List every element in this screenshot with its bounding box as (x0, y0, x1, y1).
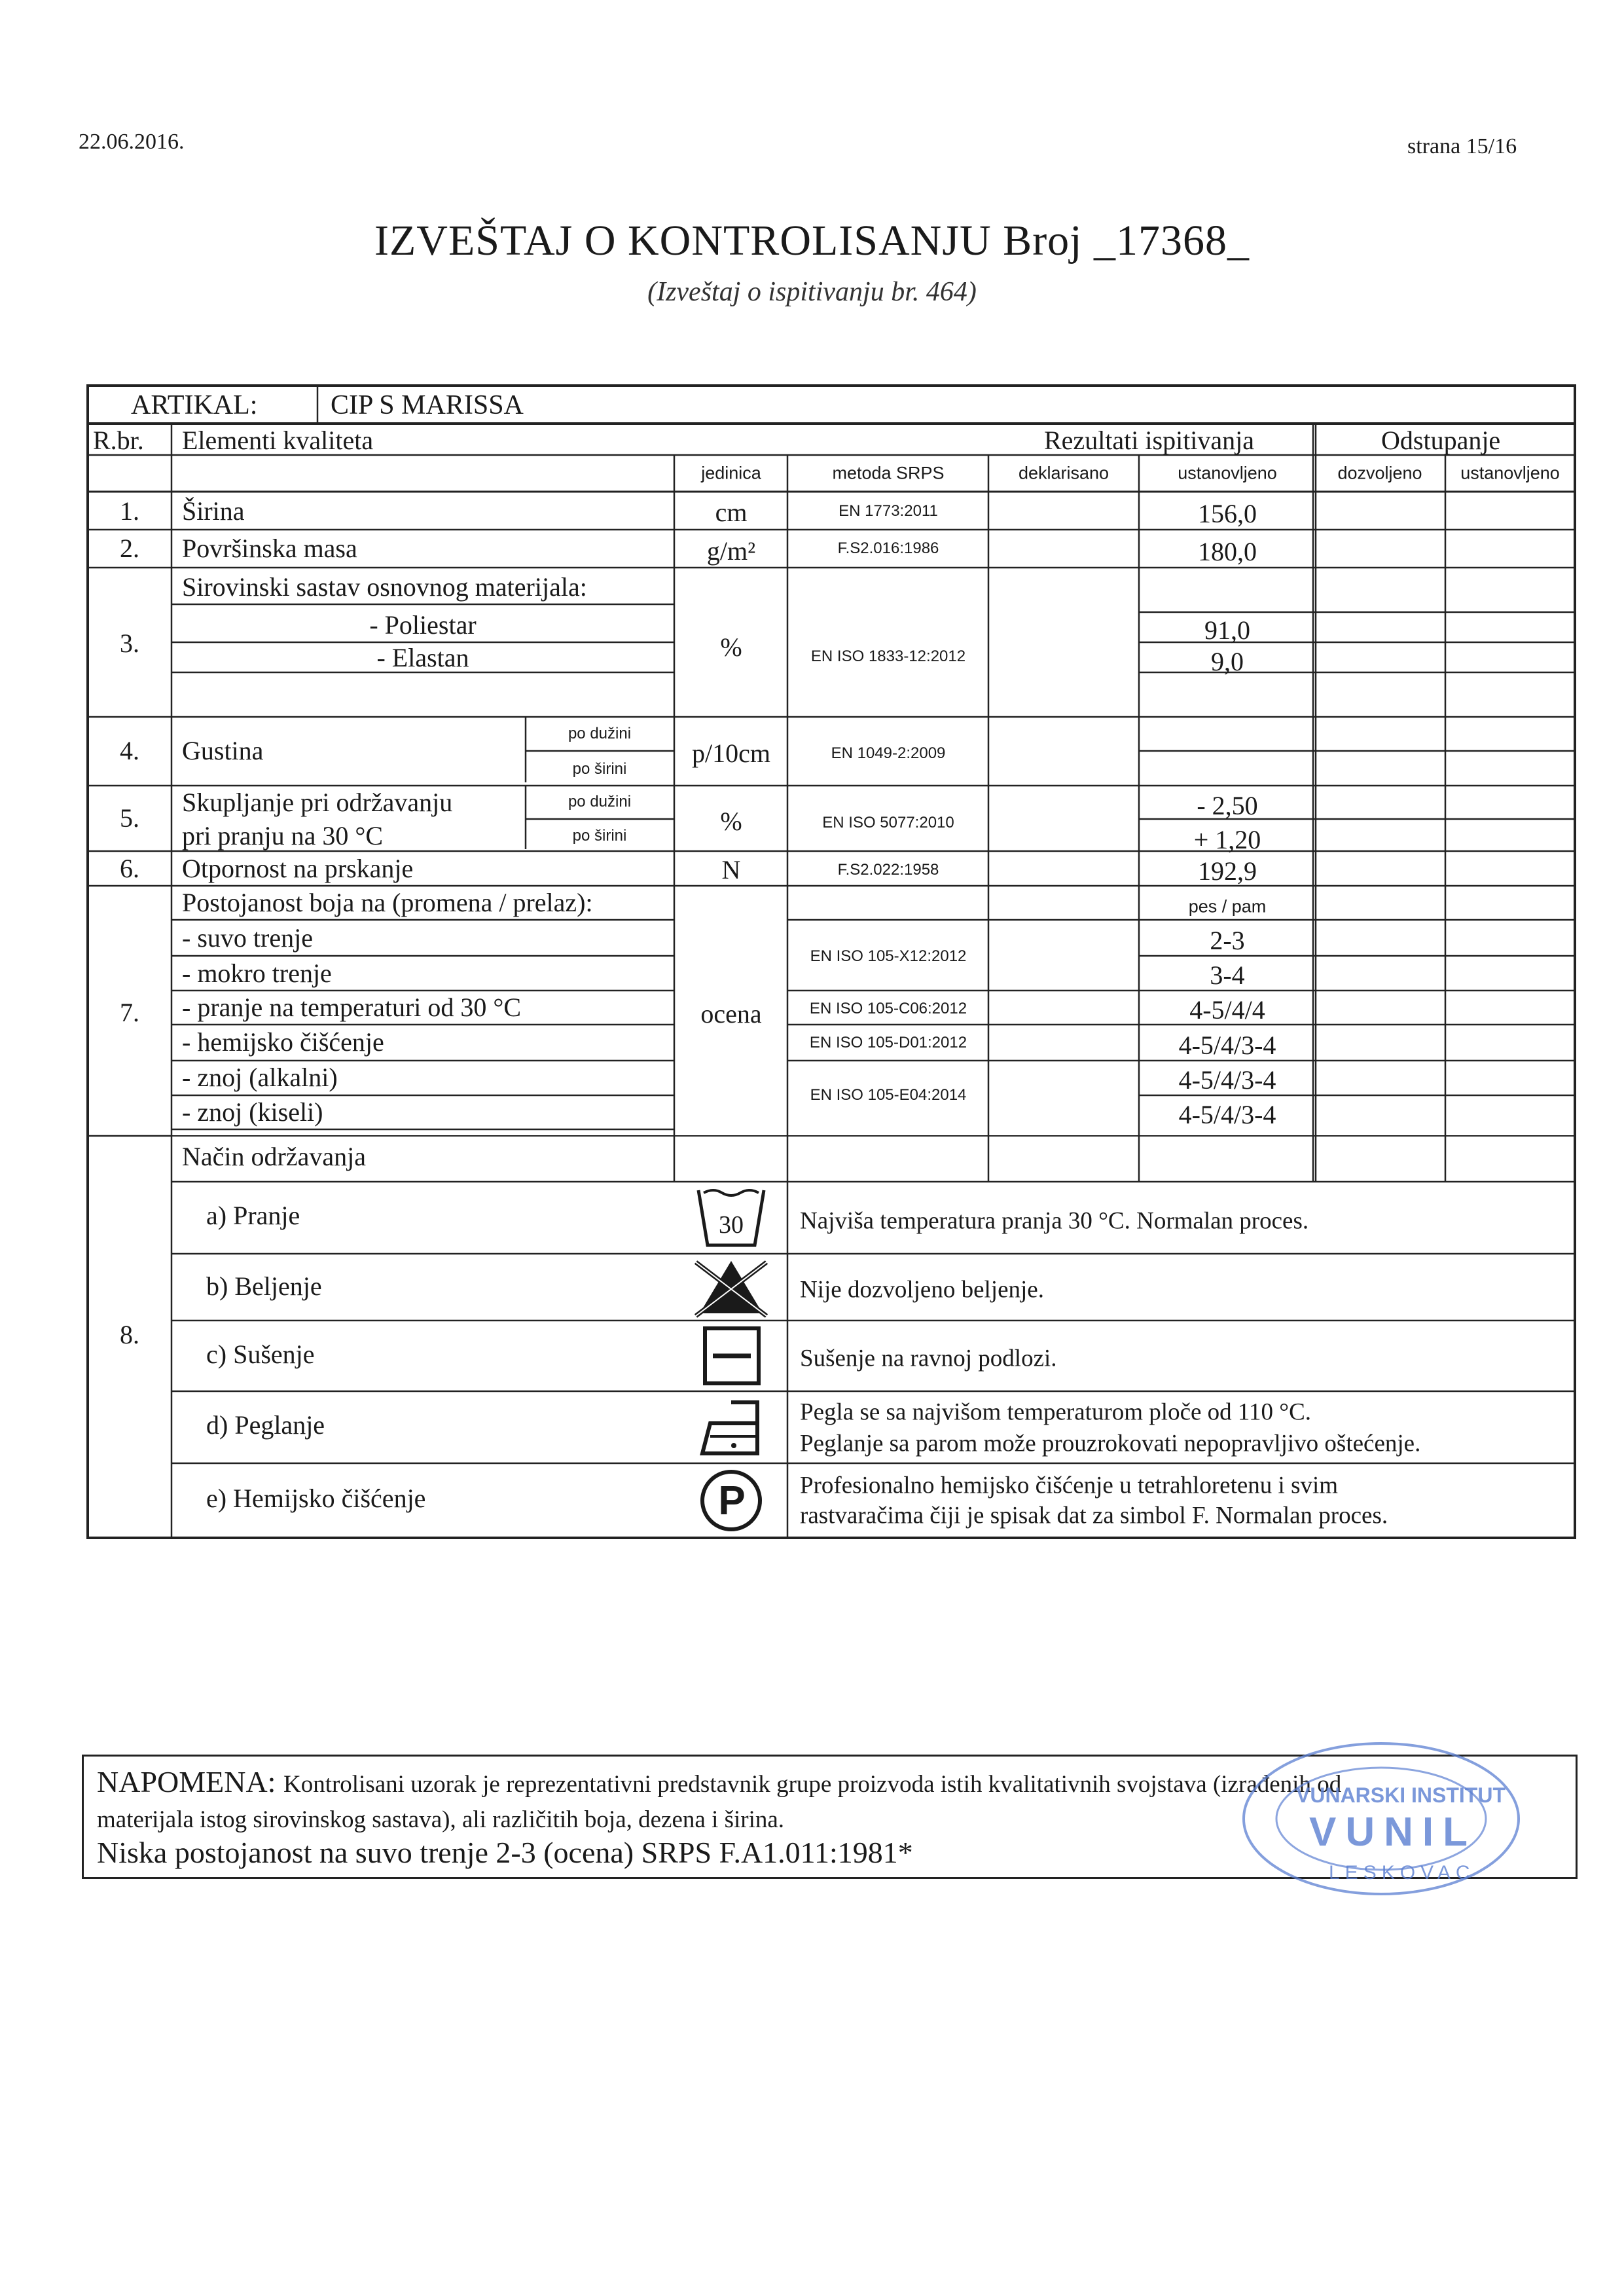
row7-value-dryclean: 4-5/4/3-4 (1178, 1030, 1276, 1060)
care-dryclean-text-2: rastvaračima čiji je spisak dat za simbol F. Normalan proces. (800, 1502, 1388, 1529)
care-iron-text-1: Pegla se sa najvišom temperaturom ploče od 110 °C. (800, 1398, 1312, 1426)
care-iron-text-2: Peglanje sa parom može prouzrokovati nepopravljivo oštećenje. (800, 1430, 1421, 1457)
col-unit: jedinica (701, 463, 761, 483)
page-number: strana 15/16 (1407, 134, 1517, 158)
row7-method-e04: EN ISO 105-E04:2014 (810, 1086, 967, 1104)
row7-method-c06: EN ISO 105-C06:2012 (809, 1000, 967, 1017)
care-wash-label: a) Pranje (206, 1201, 300, 1230)
wash-30-icon (684, 1185, 779, 1250)
row5-dir2: po širini (572, 827, 627, 845)
stamp-line-2: VUNIL (1309, 1810, 1477, 1855)
row1-method: EN 1773:2011 (839, 502, 938, 520)
col-rbr: R.br. (93, 426, 144, 455)
wash-temperature: 30 (719, 1211, 744, 1239)
row7-header-value: pes / pam (1188, 896, 1267, 917)
row7-item-wash: - pranje na temperaturi od 30 °C (182, 993, 522, 1022)
article-label: ARTIKAL: (131, 390, 258, 420)
row7-element: Postojanost boja na (promena / prelaz): (182, 888, 593, 917)
row1-num: 1. (120, 496, 139, 526)
stamp-line-1: VUNARSKI INSTITUT (1296, 1783, 1506, 1807)
row5-element2: pri pranju na 30 °C (182, 821, 384, 850)
stamp-line-3: LESKOVAC (1329, 1862, 1475, 1884)
row3-method: EN ISO 1833-12:2012 (810, 647, 966, 665)
row3-value2: 9,0 (1211, 647, 1244, 676)
professional-dryclean-icon (684, 1465, 779, 1536)
row5-value2: + 1,20 (1193, 825, 1261, 854)
col-elements: Elementi kvaliteta (182, 426, 374, 455)
row1-value: 156,0 (1198, 499, 1257, 528)
iron-icon (684, 1393, 779, 1461)
row6-method: F.S2.022:1958 (837, 861, 939, 879)
row7-value-sweat-alkaline: 4-5/4/3-4 (1178, 1065, 1276, 1095)
row5-dir1: po dužini (568, 793, 632, 811)
article-value: CIP S MARISSA (331, 390, 524, 420)
row3-sub2: - Elastan (376, 643, 469, 672)
row7-item-sweat-acid: - znoj (kiseli) (182, 1097, 323, 1127)
care-dry-text: Sušenje na ravnoj podlozi. (800, 1345, 1057, 1372)
note-line-3: Niska postojanost na suvo trenje 2-3 (ocena) SRPS F.A1.011:1981* (97, 1836, 913, 1869)
row2-method: F.S2.016:1986 (837, 539, 939, 557)
care-wash-text: Najviša temperatura pranja 30 °C. Normalan proces. (800, 1207, 1309, 1235)
row7-item-dry-rub: - suvo trenje (182, 923, 313, 953)
no-bleach-icon (684, 1256, 779, 1319)
dry-flat-icon (684, 1323, 779, 1389)
col-method: metoda SRPS (832, 463, 945, 483)
row7-item-sweat-alkaline: - znoj (alkalni) (182, 1063, 338, 1092)
row8-element: Način održavanja (182, 1142, 366, 1171)
row5-num: 5. (120, 803, 139, 833)
note-label: NAPOMENA: (97, 1765, 276, 1798)
note-line-2: materijala istog sirovinskog sastava), ali različitih boja, dezena i širina. (97, 1806, 785, 1833)
care-bleach-text: Nije dozvoljeno beljenje. (800, 1276, 1044, 1303)
row3-unit: % (720, 632, 742, 662)
row1-element: Širina (182, 496, 245, 526)
row7-method-d01: EN ISO 105-D01:2012 (809, 1034, 967, 1051)
row7-method-x12: EN ISO 105-X12:2012 (810, 947, 967, 965)
report-date: 22.06.2016. (79, 130, 185, 154)
quality-report-table (85, 383, 1578, 1540)
row3-sub1: - Poliestar (369, 610, 477, 640)
row5-value1: - 2,50 (1197, 791, 1258, 820)
row2-num: 2. (120, 534, 139, 563)
row3-num: 3. (120, 629, 139, 658)
row7-item-dryclean: - hemijsko čišćenje (182, 1027, 384, 1057)
row6-unit: N (721, 855, 741, 884)
row7-value-wash: 4-5/4/4 (1189, 995, 1265, 1025)
row8-num: 8. (120, 1320, 139, 1349)
row4-element: Gustina (182, 736, 264, 765)
row4-dir1: po dužini (568, 725, 632, 742)
row4-dir2: po širini (572, 760, 627, 778)
col-declared: deklarisano (1018, 463, 1110, 483)
care-dryclean-label: e) Hemijsko čišćenje (206, 1484, 426, 1513)
page-subtitle: (Izveštaj o ispitivanju br. 464) (647, 277, 977, 307)
dryclean-symbol-letter: P (718, 1478, 746, 1523)
care-dry-label: c) Sušenje (206, 1339, 315, 1369)
care-iron-label: d) Peglanje (206, 1410, 325, 1440)
row2-element: Površinska masa (182, 534, 357, 563)
row7-value-sweat-acid: 4-5/4/3-4 (1178, 1100, 1276, 1129)
page-title: IZVEŠTAJ O KONTROLISANJU Broj _17368_ (374, 217, 1250, 264)
row5-unit: % (720, 807, 742, 836)
care-dryclean-text-1: Profesionalno hemijsko čišćenje u tetrahloretenu i svim (800, 1472, 1339, 1499)
col-deviation: Odstupanje (1381, 426, 1501, 455)
care-bleach-label: b) Beljenje (206, 1271, 322, 1301)
row7-item-wet-rub: - mokro trenje (182, 958, 332, 988)
row7-unit: ocena (700, 999, 762, 1029)
note-line-1: Kontrolisani uzorak je reprezentativni predstavnik grupe proizvoda istih kvalitativnih svojstava (izrađenih od (283, 1771, 1342, 1798)
col-established-deviation: ustanovljeno (1460, 463, 1560, 483)
row2-value: 180,0 (1198, 537, 1257, 566)
row4-unit: p/10cm (692, 738, 770, 768)
col-allowed: dozvoljeno (1337, 463, 1422, 483)
col-established: ustanovljeno (1178, 463, 1277, 483)
row6-value: 192,9 (1198, 856, 1257, 886)
row3-value1: 91,0 (1204, 615, 1250, 645)
row7-value-wet-rub: 3-4 (1210, 960, 1245, 990)
row2-unit: g/m² (706, 536, 756, 566)
institute-stamp (1231, 1721, 1532, 1917)
col-results: Rezultati ispitivanja (1044, 426, 1255, 455)
row6-num: 6. (120, 854, 139, 883)
row4-num: 4. (120, 736, 139, 765)
row6-element: Otpornost na prskanje (182, 854, 414, 883)
row3-element: Sirovinski sastav osnovnog materijala: (182, 572, 587, 602)
row1-unit: cm (715, 498, 748, 527)
row4-method: EN 1049-2:2009 (831, 744, 946, 762)
row7-value-dry-rub: 2-3 (1210, 926, 1245, 955)
row7-num: 7. (120, 998, 139, 1027)
row5-method: EN ISO 5077:2010 (822, 814, 954, 831)
row5-element1: Skupljanje pri održavanju (182, 788, 453, 817)
